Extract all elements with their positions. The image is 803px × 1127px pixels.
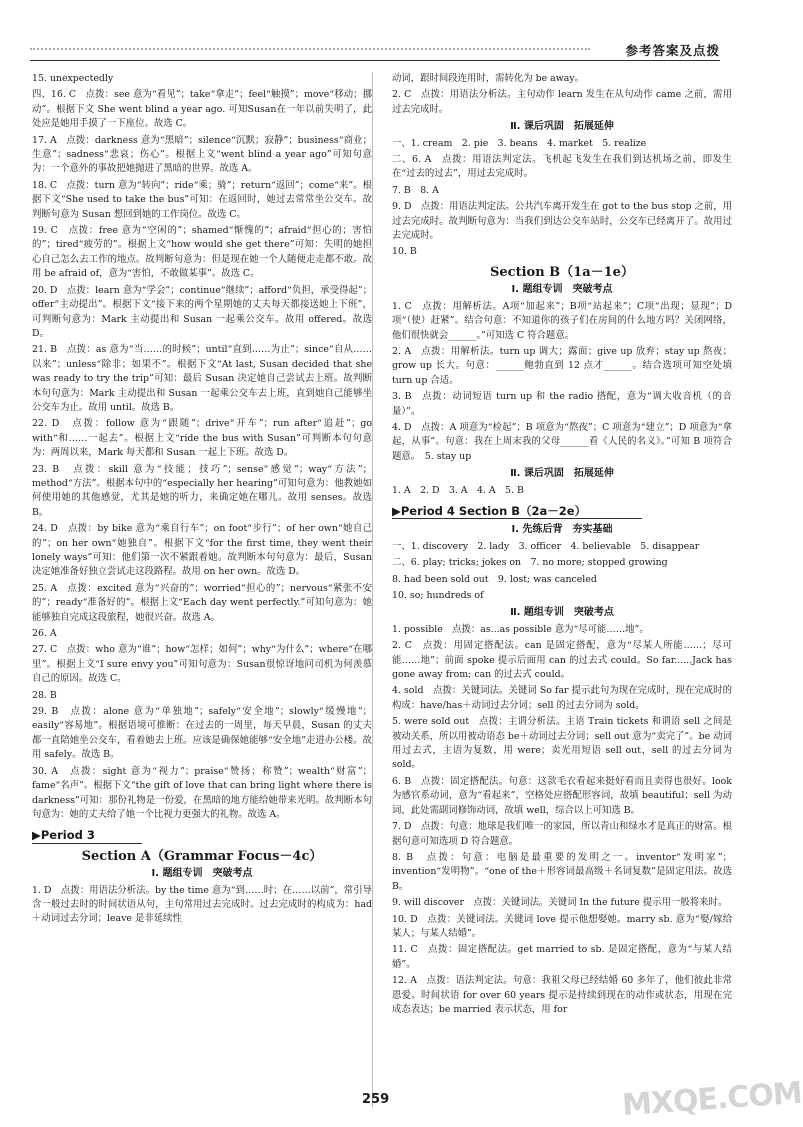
answer-item: 29. B 点拨：alone 意为“单独地”；safely“安全地”；slowly“缓慢地”；easily“容易地”。根据语境可推断：在过去的一周里，每天早晨，Susan 的丈夫都一直陪她坐公交车，看着她去上班。应该是确保她能够“安全地”走进办公楼。故用 safely。故选 B。 <box>32 706 372 761</box>
left-column <box>32 72 372 1102</box>
subsection-heading: Ⅰ. 题组专训 突破考点 <box>151 868 253 880</box>
answer-item: 二、6. play; tricks; jokes on 7. no more; stopped growing <box>392 557 668 569</box>
answer-item: 一、1. discovery 2. lady 3. officer 4. believable 5. disappear <box>392 540 700 552</box>
answer-item: 24. D 点拨：by bike 意为“乘自行车”；on foot“步行”；of her own“她自己的”；on her own“她独自”。根据下文“for the first time, they went their lonely ways”可知：他们第一次不紧跟着她。故判断本句句意为：最后，Susan 决定她准备好独立尝试走这段路程。故用 on her own。故选 D。 <box>32 523 372 578</box>
answer-item: 30. A 点拨：sight 意为“视力”；praise“赞扬；称赞”；wealth“财富”；fame“名声”。根据下文“the gift of love that can bring light where there is darkness”可知：那份礼物是一份爱，在黑暗的地方能给她带来光明。故判断本句句意为：她的丈夫给了她一个比视力更强大的礼物。故选 A。 <box>32 765 372 820</box>
answer-item: 1. possible 点拨：as...as possible 意为“尽可能……地”。 <box>392 623 649 635</box>
period-heading: ▶Period 3 <box>32 828 142 843</box>
section-title: Section B（1a－1e） <box>490 264 634 280</box>
subsection-heading: Ⅱ. 课后巩固 拓展延伸 <box>510 121 614 133</box>
period-label: Period 3 <box>40 828 95 843</box>
answer-item: 一、1. cream 2. pie 3. beans 4. market 5. realize <box>392 137 647 149</box>
period-heading: ▶Period 4 Section B（2a－2e） <box>392 504 642 519</box>
header-dotted-rule <box>30 48 590 50</box>
page-header <box>30 40 720 61</box>
subsection-heading: Ⅱ. 题组专训 突破考点 <box>510 607 614 619</box>
answer-item: 10. so; hundreds of <box>392 590 484 601</box>
answer-item: 28. B <box>32 689 57 701</box>
answer-item: 四、16. C 点拨：see 意为“看见”；take“拿走”；feel“触摸”；move“移动；挪动”。根据下文 She went blind a year ago. 可知Susan在一年以前失明了，此处应是她用手摸了一下座位。故选 C。 <box>32 89 372 130</box>
answer-item: 19. C 点拨：free 意为“空闲的”；shamed“惭愧的”；afraid“担心的；害怕的”；tired“疲劳的”。根据上文“how would she get there”可知：失明的她担心自己怎么去工作的地点。故判断句意为：但是现在她一个人随便走走都不敢。故用 be afraid of，意为“害怕，不敢做某事”。故选 C。 <box>32 225 372 280</box>
answer-item: 9. D 点拨：用语法判定法。公共汽车离开发生在 got to the bus stop 之前，用过去完成时。故判断句意为：当我们到达公交车站时，公交车已经离开了。故用过去完成时。 <box>392 201 732 242</box>
answer-item: 15. unexpectedly <box>32 73 114 84</box>
answer-item: 2. C 点拨：用语法分析法。主句动作 learn 发生在从句动作 came 之前，需用过去完成时。 <box>392 89 732 115</box>
answer-item: 1. C 点拨：用解析法。A项“加起来”；B项“站起来”；C项“出现；显现”；D项“（使）赶紧”。结合句意：不知道你的孩子们在房间的什么地方吗？关闭网络，他们很快就会______。”可知选 C 符合题意。 <box>392 300 732 341</box>
answer-item: 5. were sold out 点拨：主谓分析法。主语 Train tickets 和谓语 sell 之间是被动关系，所以用被动语态 be＋动词过去分词；sell out 意为“卖完了”。be 动词用过去式，主语为复数，用 were；卖光用短语 sell out，sell 的过去分词为 sold。 <box>392 716 732 771</box>
column-divider <box>372 72 373 1107</box>
answer-item: 1. D 点拨：用语法分析法。by the time 意为“到……时；在……以前”，常引导含一般过去时的时间状语从句，主句常用过去完成时。过去完成时的构成为：had＋动词过去分词；leave 是非延续性 <box>32 884 372 925</box>
right-column <box>392 72 732 1102</box>
page-number: 259 <box>362 1092 390 1107</box>
watermark-logo: MXQE.COM <box>620 1075 803 1124</box>
answer-item: 10. D 点拨：关键词法。关键词 love 提示他想娶她。marry sb. 意为“娶/嫁给某人；与某人结婚”。 <box>392 913 732 939</box>
section-title: Section A（Grammar Focus－4c） <box>81 848 323 864</box>
answer-item: 25. A 点拨：excited 意为“兴奋的”；worried“担心的”；nervous“紧张不安的”；ready“准备好的”。根据上文“Each day went perfectly.”可知句意为：她能够独自完成这段旅程，她很兴奋。故选 A。 <box>32 582 372 623</box>
answer-item: 11. C 点拨：固定搭配法。get married to sb. 是固定搭配，意为“与某人结婚”。 <box>392 944 732 970</box>
answer-item: 21. B 点拨：as 意为“当……的时候”；until“直到……为止”；since“自从……以来”；unless“除非；如果不”。根据下文“At last, Susan decided that she was ready to try the trip”可知：最后 Susan 决定她自己尝试去上班。故判断本句句意为：Mark 主动提出和 Susan 一起乘公交车去上班，直到她自己能够坐公交车为止。故用 until。故选 B。 <box>32 344 372 413</box>
answer-item: 8. B 点拨：句意：电脑是最重要的发明之一。inventor“发明家”；invention“发明物”。“one of the＋形容词最高级＋名词复数”是固定用法。故选 B。 <box>392 851 732 892</box>
answer-item: 4. sold 点拨：关键词法。关键词 So far 提示此句为现在完成时，现在完成时的构成：have/has＋动词过去分词；sell 的过去分词为 sold。 <box>392 685 732 711</box>
subsection-heading: Ⅱ. 课后巩固 拓展延伸 <box>510 468 614 480</box>
answer-item: 23. B 点拨：skill 意为“技能；技巧”；sense“感觉”；way“方法”；method“方法”。根据本句中的“especially her hearing”可知句意为：他教她如何使用她的其他感觉，尤其是她的听力，来确定她在哪儿。故用 senses。故选 B。 <box>32 463 372 518</box>
header-title: 参考答案及点拨 <box>625 43 720 58</box>
answer-item: 20. D 点拨：learn 意为“学会”；continue“继续”；afford“负担，承受得起”；offer“主动提出”。根据下文“接下来的两个星期她的丈夫每天都接送她上下班”，可判断句意为：Mark 主动提出和 Susan 一起乘公交车。故用 offered。故选 D。 <box>32 284 372 339</box>
answer-item: 8. had been sold out 9. lost; was canceled <box>392 573 597 585</box>
answer-item: 18. C 点拨：turn 意为“转向”；ride“乘；骑”；return“返回”；come“来”。根据下文“She used to take the bus”可知：在返回时，她过去常常坐公交车。故判断句意为 Susan 想回到她的工作岗位。故选 C。 <box>32 179 372 220</box>
answer-item: 12. A 点拨：语法判定法。句意：我祖父母已经结婚 60 多年了，他们彼此非常恩爱。时间状语 for over 60 years 提示是持续到现在的动作或状态，用现在完成态表达；be married 表示状态，用 for <box>392 975 732 1015</box>
answer-item: 6. B 点拨：固定搭配法。句意：这款毛衣看起来挺好看而且卖得也很好。look 为感官系动词，意为“看起来”，空格处应搭配形容词，故填 beautiful；sell 为动词，此处需副词修饰动词，故填 well，综合以上可知选 B。 <box>392 775 732 816</box>
answer-item: 27. C 点拨：who 意为“谁”；how“怎样；如何”；why“为什么”；where“在哪里”。根据上文“I sure envy you”可知句意为：Susan很惊讶地问司机为何羡慕自己的原因。故选 C。 <box>32 644 372 685</box>
subsection-heading: Ⅰ. 先练后背 夯实基础 <box>511 524 613 536</box>
answer-item: 1. A 2. D 3. A 4. A 5. B <box>392 484 524 496</box>
answer-item: 17. A 点拨：darkness 意为“黑暗”；silence“沉默；寂静”；business“商业；生意”；sadness“悲哀；伤心”。根据上文“went blind a year ago”可知句意为：一个意外的事故把她抛进了黑暗的世界。故选 A。 <box>32 134 372 175</box>
answer-item: 10. B <box>392 246 417 258</box>
answer-item: 26. A <box>32 628 57 640</box>
answer-item: 2. A 点拨：用解析法。turn up 调大；露面；give up 放弃；stay up 熬夜；grow up 长大。句意：______鲍勃直到 12 点才______。结合选项可知空处填 turn up 合适。 <box>392 345 732 386</box>
answer-item: 7. D 点拨：句意：地球是我们唯一的家园，所以青山和绿水才是真正的财富。根据句意可知选项 D 符合题意。 <box>392 821 732 847</box>
period-label: Period 4 Section B（2a－2e） <box>400 503 587 518</box>
answer-item: 7. B 8. A <box>392 184 439 196</box>
answer-item: 3. B 点拨：动词短语 turn up 和 the radio 搭配，意为“调大收音机（的音量）”。 <box>392 391 732 417</box>
answer-item: 二、6. A 点拨：用语法判定法。飞机起飞发生在我们到达机场之前，即发生在“过去的过去”，用过去完成时。 <box>392 154 732 180</box>
subsection-heading: Ⅰ. 题组专训 突破考点 <box>511 284 613 296</box>
answer-item: 2. C 点拨：用固定搭配法。can 是固定搭配，意为“尽某人所能……；尽可能……地”；前面 spoke 提示后面用 can 的过去式 could。So far......Jack has gone away from; can 的过去式 could。 <box>392 640 732 681</box>
answer-item: 9. will discover 点拨：关键词法。关键词 In the future 提示用一般将来时。 <box>392 897 728 909</box>
answer-item: 动词，跟时间段连用时，需转化为 be away。 <box>392 73 585 84</box>
answer-item: 4. D 点拨：A 项意为“检起”；B 项意为“熬夜”；C 项意为“建立”；D 项意为“拿起，从事”。句意：我在上周末我的父母______看《人民的名义》。”可知 B 项符合题意。 5. stay up <box>392 421 732 462</box>
answer-item: 22. D 点拨：follow 意为“跟随”；drive“开车”；run after“追赶”；go with“和……一起去”。根据上文“ride the bus with Susan”可判断本句句意为：两周以来，Mark 每天都和 Susan 一起上下班。故选 D。 <box>32 418 372 459</box>
